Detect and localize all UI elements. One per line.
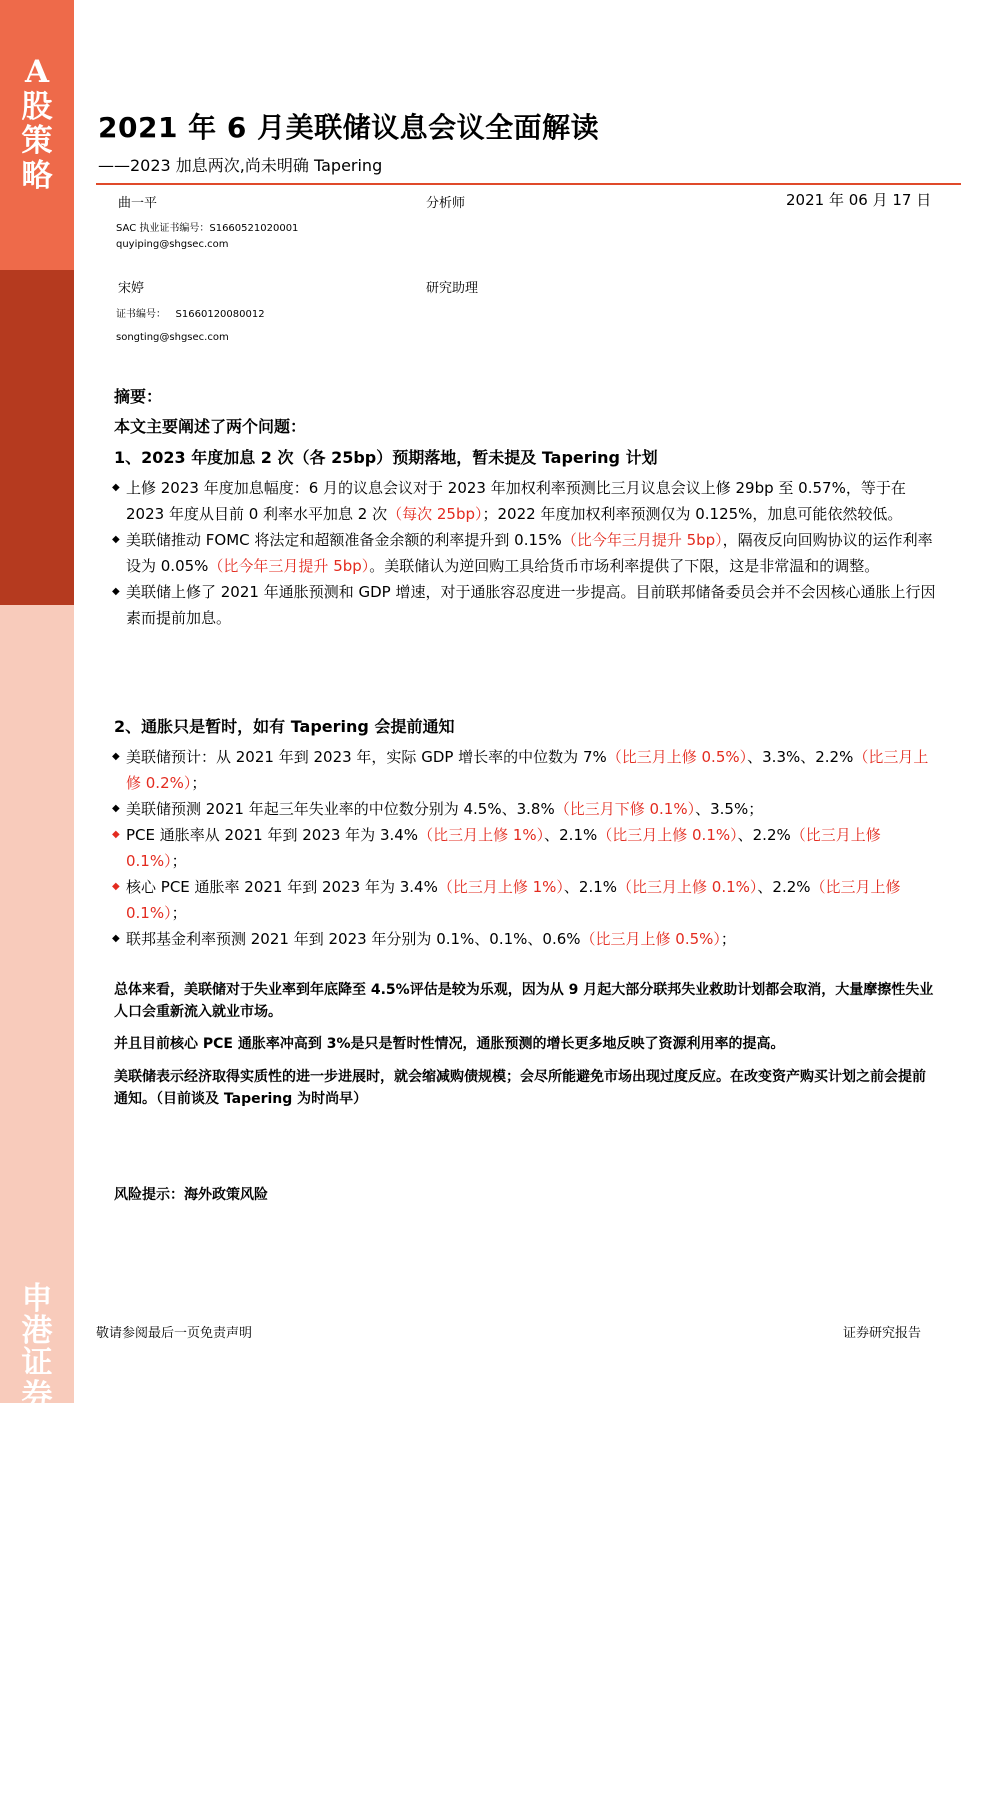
analyst-cert: SAC 执业证书编号：S1660521020001 — [116, 223, 299, 234]
assistant-email[interactable]: songting@shgsec.com — [116, 332, 229, 343]
list-item — [114, 579, 936, 631]
diamond-bullet-icon: ◆ — [112, 881, 120, 892]
page-subtitle: ——2023 加息两次,尚未明确 Tapering — [98, 156, 383, 175]
bullet-highlight: （比三月上修 0.1%） — [617, 878, 758, 896]
abstract-label: 摘要： — [114, 387, 163, 406]
bullet-highlight: （比三月下修 0.1%） — [554, 800, 696, 818]
bullet-text: 联邦基金利率预测 2021 年到 2023 年分别为 0.1%、0.1%、0.6% — [126, 930, 581, 948]
disclaimer-note: 敬请参阅最后一页免责声明 — [96, 1326, 253, 1341]
bullet-text: 美联储预计：从 2021 年到 2023 年，实际 GDP 增长率的中位数为 7% — [126, 748, 607, 766]
company-char: 证 — [21, 1603, 53, 1640]
bullet-highlight: （每次 25bp） — [387, 505, 483, 523]
risk-warning: 风险提示：海外政策风险 — [114, 1187, 268, 1203]
list-item — [114, 475, 936, 527]
section-2-heading: 2、通胀只是暂时，如有 Tapering 会提前通知 — [114, 717, 455, 736]
bullet-highlight: （比三月上修 1%） — [437, 878, 564, 896]
sidebar-bottom-band — [0, 605, 74, 1801]
company-label — [0, 1283, 74, 1799]
diamond-bullet-icon: ◆ — [112, 803, 120, 814]
company-char: 研 — [21, 1667, 53, 1704]
bullet-text: ； — [171, 904, 187, 922]
assistant-cert: 证书编号： S1660120080012 — [116, 309, 265, 320]
diamond-bullet-icon: ◆ — [112, 829, 120, 840]
company-char: 有 — [21, 1474, 53, 1511]
section-1-list — [114, 475, 936, 631]
bullet-text: 、3.5%； — [695, 800, 764, 818]
diamond-bullet-icon: ◆ — [112, 482, 120, 493]
bullet-highlight: （比三月上修 0.1%） — [126, 826, 881, 870]
bullet-text: PCE 通胀率从 2021 年到 2023 年为 3.4% — [126, 826, 419, 844]
bullet-highlight: （比三月上修 0.1%） — [126, 878, 901, 922]
company-char: 份 — [21, 1442, 53, 1479]
bullet-highlight: （比今年三月提升 5bp） — [561, 531, 723, 549]
company-char: 港 — [21, 1313, 53, 1350]
section-1-heading: 1、2023 年度加息 2 次（各 25bp）预期落地，暂未提及 Tapering 计划 — [114, 448, 658, 467]
bullet-text: 、2.1% — [544, 826, 598, 844]
sidebar-top-band — [0, 0, 74, 270]
assistant-name: 宋婷 — [118, 281, 145, 296]
report-type-footer: 证券研究报告 — [843, 1326, 922, 1341]
sidebar — [0, 0, 74, 1801]
analyst-email[interactable]: quyiping@shgsec.com — [116, 239, 229, 250]
company-char: 报 — [21, 1732, 53, 1769]
company-char: 券 — [21, 1635, 53, 1672]
company-char: 限 — [21, 1506, 53, 1543]
company-char: 证 — [21, 1345, 53, 1382]
diamond-bullet-icon: ◆ — [112, 933, 120, 944]
bullet-highlight: （比三月上修 1%） — [418, 826, 545, 844]
bullet-text: 、2.1% — [563, 878, 618, 896]
company-char: 申 — [21, 1281, 53, 1317]
company-char: 股 — [21, 1409, 53, 1446]
summary-paragraph: 总体来看，美联储对于失业率到年底降至 4.5%评估是较为乐观，因为从 9 月起大部分联邦失业救助计划都会取消，大量摩擦性失业人口会重新流入就业市场。 — [114, 982, 934, 1020]
section-2-list — [114, 744, 936, 952]
list-item — [114, 822, 936, 874]
assistant-role: 研究助理 — [426, 281, 479, 296]
category-char: 策 — [21, 123, 53, 160]
list-item — [114, 874, 936, 926]
analyst-name: 曲一平 — [118, 196, 158, 211]
summary-paragraph: 并且目前核心 PCE 通胀率冲高到 3%是只是暂时性情况，通胀预测的增长更多地反映了资源利用率的提高。 — [114, 1036, 785, 1052]
diamond-bullet-icon: ◆ — [112, 751, 120, 762]
bullet-text: ，隔夜反向回购协议的运作利率设为 0.05% — [126, 531, 933, 575]
category-char: 股 — [21, 88, 53, 125]
bullet-text: 核心 PCE 通胀率 2021 年到 2023 年为 3.4% — [126, 878, 438, 896]
category-char: A — [24, 54, 50, 90]
bullet-text: ； — [720, 930, 736, 948]
list-item — [114, 796, 936, 822]
bullet-text: ；2022 年度加权利率预测仅为 0.125%，加息可能依然较低。 — [482, 505, 903, 523]
list-item — [114, 926, 936, 952]
header-divider — [96, 183, 961, 185]
summary-paragraph: 美联储表示经济取得实质性的进一步进展时，就会缩减购债规模；会尽所能避免市场出现过度反应。在改变资产购买计划之前会提前通知。（目前谈及 Tapering 为时尚早） — [114, 1069, 926, 1107]
abstract-intro: 本文主要阐述了两个问题： — [114, 417, 307, 436]
analyst-role: 分析师 — [426, 196, 466, 211]
bullet-text: 美联储上修了 2021 年通胀预测和 GDP 增速，对于通胀容忍度进一步提高。目前联邦储备委员会并不会因核心通胀上行因素而提前加息。 — [126, 583, 936, 627]
bullet-text: ； — [191, 774, 207, 792]
bullet-text: 、2.2% — [737, 826, 791, 844]
sidebar-middle-band — [0, 270, 74, 605]
bullet-highlight: （比三月上修 0.5%） — [580, 930, 721, 948]
bullet-highlight: （比三月上修 0.2%） — [126, 748, 929, 792]
bullet-text: 。美联储认为逆回购工具给货币市场利率提供了下限，这是非常温和的调整。 — [369, 557, 880, 575]
bullet-text: 美联储预测 2021 年起三年失业率的中位数分别为 4.5%、3.8% — [126, 800, 555, 818]
bullet-text: 美联储推动 FOMC 将法定和超额准备金余额的利率提升到 0.15% — [126, 531, 562, 549]
company-char: 司 — [21, 1571, 53, 1608]
company-char: 公 — [21, 1538, 53, 1575]
list-item — [114, 744, 936, 796]
company-char: 券 — [21, 1377, 53, 1414]
bullet-text: ； — [171, 852, 187, 870]
list-item — [114, 527, 936, 579]
bullet-highlight: （比三月上修 0.5%） — [606, 748, 748, 766]
company-char: 告 — [21, 1764, 53, 1801]
bullet-highlight: （比三月上修 0.1%） — [597, 826, 738, 844]
report-date: 2021 年 06 月 17 日 — [786, 191, 932, 209]
category-char: 略 — [21, 158, 53, 195]
bullet-text: 、3.3%、2.2% — [747, 748, 854, 766]
page-title: 2021 年 6 月美联储议息会议全面解读 — [98, 111, 600, 144]
bullet-text: 、2.2% — [757, 878, 811, 896]
bullet-highlight: （比今年三月提升 5bp） — [208, 557, 370, 575]
diamond-bullet-icon: ◆ — [112, 586, 120, 597]
category-label — [0, 55, 74, 194]
bullet-text: 上修 2023 年度加息幅度：6 月的议息会议对于 2023 年加权利率预测比三月议息会议上修 29bp 至 0.57%，等于在 2023 年度从目前 0 利率水平加息 2 次 — [126, 479, 906, 523]
company-char: 究 — [21, 1700, 53, 1737]
diamond-bullet-icon: ◆ — [112, 534, 120, 545]
